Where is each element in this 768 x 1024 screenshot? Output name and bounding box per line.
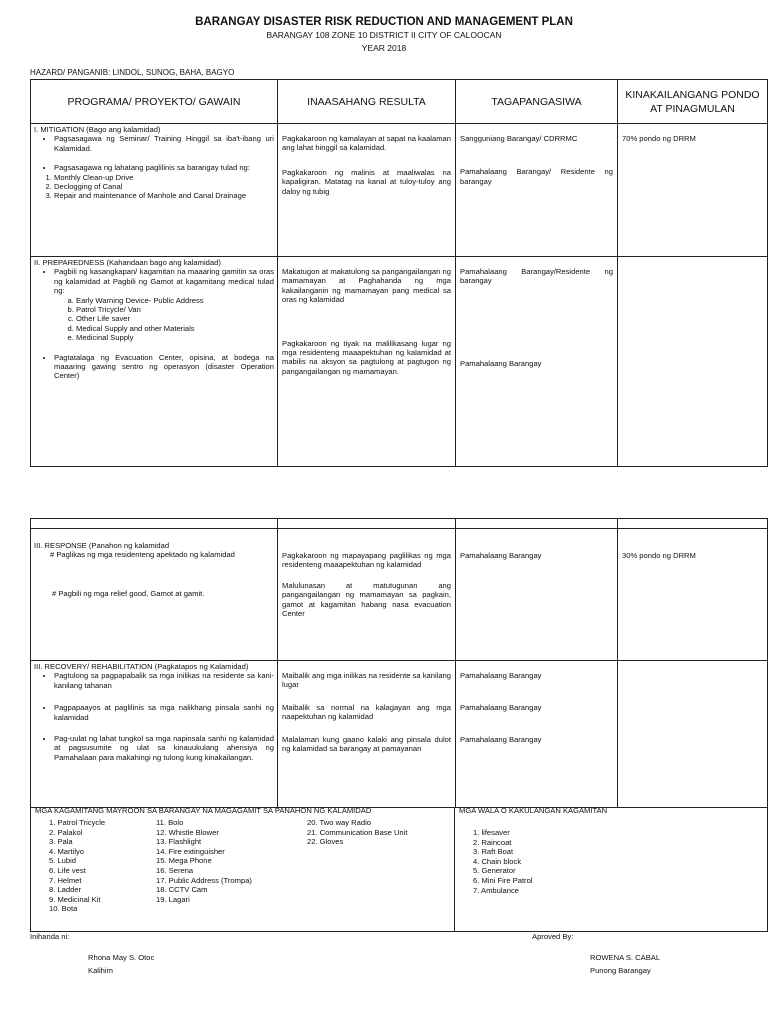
list-item: • Pagtulong sa pagpapabalik sa mga inilikas na residente sa kani-kanilang tahanan xyxy=(54,671,274,690)
list-item: b. Patrol Tricycle/ Van xyxy=(76,305,274,314)
equipment-col-2 xyxy=(156,818,252,904)
approved-by-label: Aproved By: xyxy=(532,932,574,941)
list-item: 18. CCTV Cam xyxy=(156,885,208,895)
equipment-lacking-box xyxy=(454,807,768,932)
list-item: 1. Patrol Tricycle xyxy=(49,818,106,827)
admin-text: Pamahalaang Barangay xyxy=(460,703,542,713)
list-item: • Pagbili ng kasangkapan/ kagamitan na maaaring gamitin sa oras ng kalamidad at Pagbili ng Gamot at kagamitang medical tulad ng: xyxy=(54,267,274,295)
result-text: Pagkakaroon ng kamalayan at sapat na kaalaman ang lahat hinggil sa kalamidad. xyxy=(282,134,451,153)
admin-text: Pamahalaang Barangay/ Residente ng barangay xyxy=(460,167,613,186)
list-item: 2. Declogging of Canal xyxy=(54,182,274,191)
list-item: 1. Monthly Clean-up Drive xyxy=(54,173,274,182)
plan-table-1 xyxy=(30,79,768,467)
prepared-by-name: Rhona May S. Otoc xyxy=(88,953,155,962)
result-text: Pagkakaroon ng mapayapang paglilikas ng mga residenteng maaapektuhan ng kalamidad xyxy=(282,551,451,570)
list-item: 5. Lubid xyxy=(49,856,77,866)
equipment-available-heading: MGA KAGAMITANG MAYROON SA BARANGAY NA MAGAGAMIT SA PANAHON NG KALAMIDAD xyxy=(35,806,372,815)
list-item: 4. Chain block xyxy=(473,856,522,866)
list-item: 21. Communication Base Unit xyxy=(307,827,408,837)
list-item: 10. Bota xyxy=(49,904,78,914)
admin-text: Pamahalaang Barangay xyxy=(460,734,542,744)
list-item: 3. Repair and maintenance of Manhole and Canal Drainage xyxy=(54,191,274,200)
list-item: 11. Bolo xyxy=(156,818,184,827)
list-item: 1. lifesaver xyxy=(473,828,510,837)
list-item: 2. Palakol xyxy=(49,827,83,837)
list-item: 15. Mega Phone xyxy=(156,856,212,866)
list-item: • Pagsasagawa ng lahatang paglilinis sa barangay tulad ng: xyxy=(54,163,274,172)
fund-text: 70% pondo ng DRRM xyxy=(622,134,696,143)
result-text: Pagkakaroon ng tiyak na malilikasang lugar ng mga residenteng maaapektuhan ng kalamidad at mabilis na aksyon sa pagtulong at pagtugon ng pangangailangan ng mamamayan. xyxy=(282,338,451,376)
document-title: BARANGAY DISASTER RISK REDUCTION AND MANAGEMENT PLAN xyxy=(195,16,573,28)
equipment-lacking-heading: MGA WALA O KAKULANGAN KAGAMITAN xyxy=(459,806,608,815)
admin-text: Pamahalaang Barangay/Residente ng barangay xyxy=(460,267,613,286)
admin-text: Pamahalaang Barangay xyxy=(460,551,542,560)
document-year: YEAR 2018 xyxy=(361,43,407,53)
admin-text: Pamahalaang Barangay xyxy=(460,671,542,680)
col-header-pondo: KINAKAILANGANG PONDO AT PINAGMULAN xyxy=(618,80,768,124)
table-row-recovery xyxy=(31,661,768,808)
list-item: e. Medicinal Supply xyxy=(76,333,274,342)
list-item: 8. Ladder xyxy=(49,885,82,895)
section-heading-mitigation: I. MITIGATION (Bago ang kalamidad) xyxy=(34,125,161,134)
list-item: # Pagbili ng mga relief good, Gamot at gamit. xyxy=(52,588,205,598)
prepared-by-title: Kalihim xyxy=(88,966,113,975)
list-item: 14. Fire extinguisher xyxy=(156,846,225,856)
section-heading-response: III. RESPONSE (Panahon ng kalamidad xyxy=(34,541,170,550)
approved-by-name: ROWENA S. CABAL xyxy=(590,953,661,962)
list-item: 5. Generator xyxy=(473,866,516,876)
admin-text: Sangguniang Barangay/ CDRRMC xyxy=(460,134,578,143)
list-item: 3. Pala xyxy=(49,837,73,847)
list-item: 7. Ambulance xyxy=(473,885,520,895)
col-header-tagapangasiwa: TAGAPANGASIWA xyxy=(456,80,618,124)
list-item: 2. Raincoat xyxy=(473,837,512,847)
section-heading-recovery: III. RECOVERY/ REHABILITATION (Pagkatapos ng Kalamidad) xyxy=(34,662,249,671)
equipment-col-3 xyxy=(307,818,407,847)
list-item: 4. Martilyo xyxy=(49,846,85,856)
list-item: 22. Gloves xyxy=(307,837,344,847)
list-item: # Paglikas ng mga residenteng apektado ng kalamidad xyxy=(50,550,235,560)
result-text: Maibalik sa normal na kalagayan ang mga naapektuhan ng kalamidad xyxy=(282,702,451,722)
list-item: 6. Life vest xyxy=(49,865,86,875)
list-item: 3. Raft Boat xyxy=(473,847,514,857)
list-item: 9. Medicinal Kit xyxy=(49,894,101,904)
list-item: c. Other Life saver xyxy=(76,314,274,323)
result-text: Malulunasan at matutugunan ang pangangailangan ng mamamayan sa pagkain, gamot at kagamitan habang nasa evacuation Center xyxy=(282,580,451,619)
table-row-preparedness xyxy=(31,257,768,467)
fund-text: 30% pondo ng DRRM xyxy=(622,551,696,560)
prepared-by-label: Inihanda ni: xyxy=(30,932,70,941)
list-item: d. Medical Supply and other Materials xyxy=(76,324,274,333)
list-item: a. Early Warning Device- Public Address xyxy=(76,296,274,305)
equipment-lacking-list xyxy=(473,828,533,895)
list-item: 19. Lagari xyxy=(156,894,190,904)
admin-text: Pamahalaang Barangay xyxy=(460,358,542,368)
list-item: • Pag-uulat ng lahat tungkol sa mga napinsala sanhi ng kalamidad at pagsusumite ng ulat sa kinauukulang ahensiya ng Pamahalaan para makahingi ng tulong kung kinakailangan. xyxy=(54,734,274,762)
equipment-col-1 xyxy=(49,818,105,914)
result-text: Pagkakaroon ng malinis at maaliwalas na kapaligiran. Matatag na kanal at tuloy-tuloy ang daloy ng tubig xyxy=(282,167,451,196)
hazard-line: HAZARD/ PANGANIB: LINDOL, SUNOG, BAHA, BAGYO xyxy=(30,68,235,77)
plan-table-2 xyxy=(30,518,768,808)
list-item: 13. Flashlight xyxy=(156,837,202,847)
list-item: 17. Public Address (Trompa) xyxy=(156,875,252,885)
result-text: Malalaman kung gaano kalaki ang pinsala dulot ng kalamidad sa barangay at pamayanan xyxy=(282,734,451,754)
col-header-programa: PROGRAMA/ PROYEKTO/ GAWAIN xyxy=(31,80,278,124)
table-row-mitigation xyxy=(31,124,768,257)
list-item: 20. Two way Radio xyxy=(307,818,372,827)
equipment-available-box xyxy=(30,807,455,932)
col-header-resulta: INAASAHANG RESULTA xyxy=(278,80,456,124)
list-item: 6. Mini Fire Patrol xyxy=(473,875,533,885)
list-item: 12. Whistle Blower xyxy=(156,827,219,837)
list-item: • Pagsasagawa ng Seminar/ Training Hinggil sa iba't-ibang uri Kalamidad. xyxy=(54,134,274,153)
document-subtitle: BARANGAY 108 ZONE 10 DISTRICT II CITY OF CALOOCAN xyxy=(266,30,502,40)
table-row-response xyxy=(31,529,768,661)
list-item: • Pagpapaayos at paglilinis sa mga nalikhang pinsala sanhi ng kalamidad xyxy=(54,703,274,722)
result-text: Maibalik ang mga inilikas na residente sa kanilang lugar xyxy=(282,671,451,690)
section-heading-preparedness: II. PREPAREDNESS (Kahandaan bago ang kalamidad) xyxy=(34,258,221,267)
approved-by-title: Punong Barangay xyxy=(590,966,651,975)
list-item: 7. Helmet xyxy=(49,875,82,885)
list-item: • Pagtatalaga ng Evacuation Center, opisina, at bodega na maaaring gawing sentro ng operasyon (disaster Operation Center) xyxy=(54,353,274,381)
result-text: Makatugon at makatulong sa pangangailangan ng mamamayan at Paghahanda ng mga kakailanganin ng mamamayan pang medical sa oras ng kalamidad xyxy=(282,267,451,305)
list-item: 16. Serena xyxy=(156,865,194,875)
